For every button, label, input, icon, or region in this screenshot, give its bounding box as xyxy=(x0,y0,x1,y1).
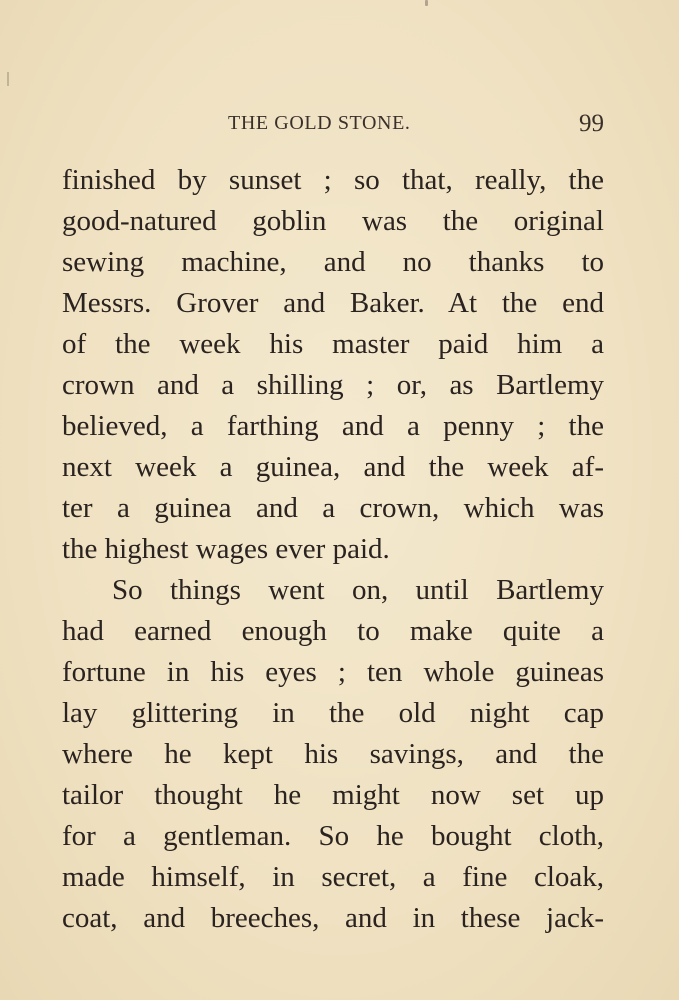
text-line: So things went on, until Bartlemy xyxy=(112,574,604,606)
text-line: lay glittering in the old night cap xyxy=(62,697,604,729)
text-line: made himself, in secret, a fine cloak, xyxy=(62,861,604,893)
text-line: for a gentleman. So he bought cloth, xyxy=(62,820,604,852)
text-line: fortune in his eyes ; ten whole guineas xyxy=(62,656,604,688)
text-line: crown and a shilling ; or, as Bartlemy xyxy=(62,369,604,401)
print-speck xyxy=(425,0,428,6)
text-line: tailor thought he might now set up xyxy=(62,779,604,811)
text-line: believed, a farthing and a penny ; the xyxy=(62,410,604,442)
text-line: next week a guinea, and the week af- xyxy=(62,451,604,483)
running-head xyxy=(62,112,604,142)
body-text xyxy=(62,160,604,939)
text-line: good-natured goblin was the original xyxy=(62,205,604,237)
text-line: finished by sunset ; so that, really, the xyxy=(62,164,604,196)
paragraph-2 xyxy=(62,570,604,939)
paragraph-1 xyxy=(62,160,604,570)
edge-mark xyxy=(7,72,9,86)
text-line: coat, and breeches, and in these jack- xyxy=(62,902,604,934)
text-line: of the week his master paid him a xyxy=(62,328,604,360)
running-title: THE GOLD STONE. xyxy=(228,112,411,134)
page-number: 99 xyxy=(579,110,604,137)
text-line: Messrs. Grover and Baker. At the end xyxy=(62,287,604,319)
text-line: where he kept his savings, and the xyxy=(62,738,604,770)
text-line: the highest wages ever paid. xyxy=(62,533,390,565)
text-line: sewing machine, and no thanks to xyxy=(62,246,604,278)
text-line: ter a guinea and a crown, which was xyxy=(62,492,604,524)
text-line: had earned enough to make quite a xyxy=(62,615,604,647)
